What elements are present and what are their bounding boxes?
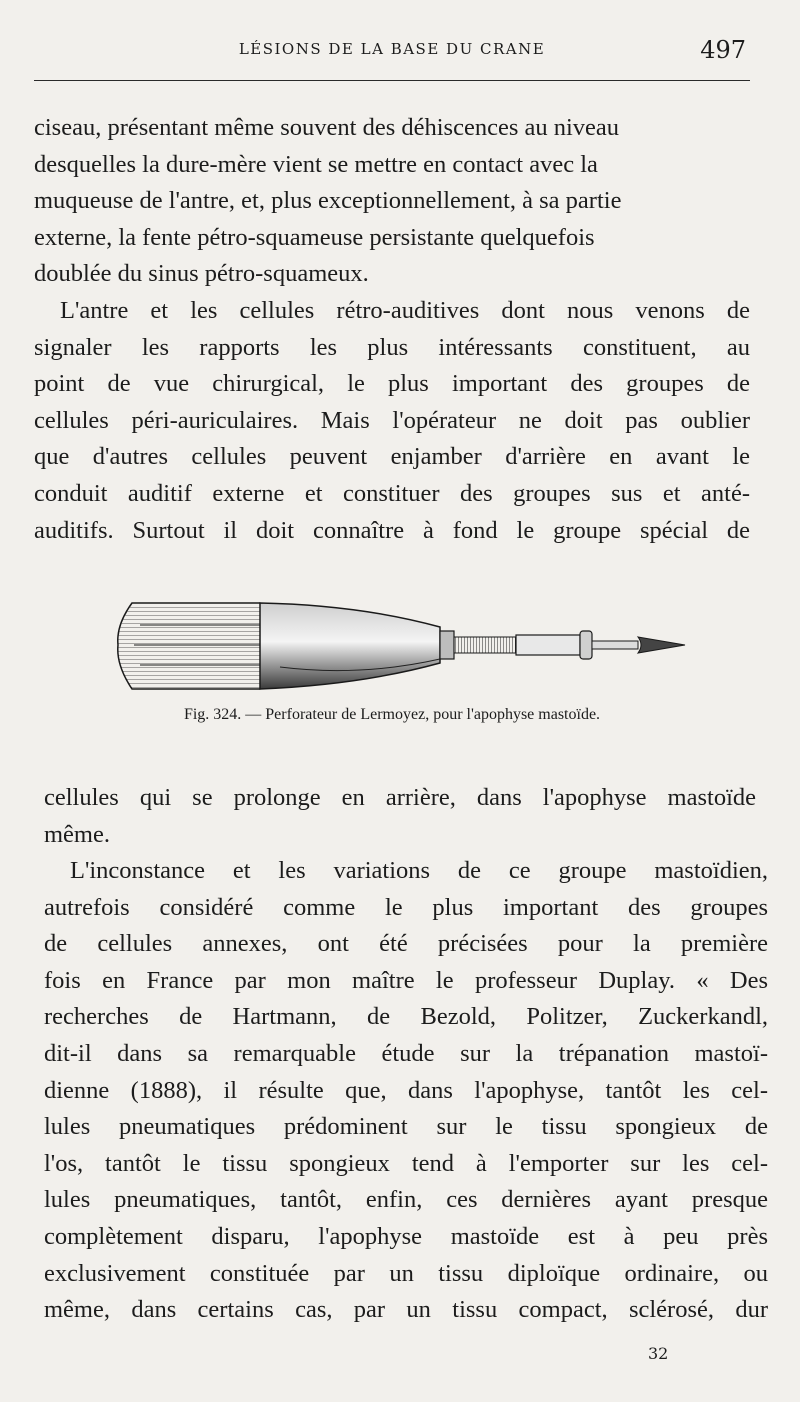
page-number: 497 [700,36,746,64]
text-line: dit-il dans sa remarquable étude sur la trépanation mastoï- [44,1039,768,1067]
text-line: cellules qui se prolonge en arrière, dans l'apophyse mastoïde [44,784,756,811]
text-line: signaler les rapports les plus intéressants constituent, au [34,333,750,361]
text-line: de cellules annexes, ont été précisées pour la première [44,930,768,958]
text-line: desquelles la dure-mère vient se mettre en contact avec la [34,150,598,178]
text-line: dienne (1888), il résulte que, dans l'apophyse, tantôt les cel- [44,1076,768,1104]
text-line: recherches de Hartmann, de Bezold, Politzer, Zuckerkandl, [44,1003,768,1031]
running-head [34,36,750,64]
paragraph-3 [44,780,756,853]
text-line: l'os, tantôt le tissu spongieux tend à l'emporter sur les cel- [44,1149,768,1177]
text-line: fois en France par mon maître le professeur Duplay. « Des [44,966,768,994]
text-line: doublée du sinus pétro-squameux. [34,260,369,288]
text-line: lules pneumatiques prédominent sur le tissu spongieux de [44,1113,768,1141]
figure-perforator [110,595,700,695]
paragraph-4 [44,853,768,1329]
text-line: même, dans certains cas, par un tissu compact, sclérosé, dur [44,1296,768,1324]
text-line: externe, la fente pétro-squameuse persistante quelquefois [34,223,595,251]
running-title: LÉSIONS DE LA BASE DU CRANE [238,40,546,58]
text-line: L'inconstance et les variations de ce groupe mastoïdien, [70,857,768,884]
text-line: lules pneumatiques, tantôt, enfin, ces dernières ayant presque [44,1186,768,1214]
text-line: ciseau, présentant même souvent des déhiscences au niveau [34,114,620,141]
text-line: exclusivement constituée par un tissu diploïque ordinaire, ou [44,1259,768,1287]
text-line: complètement disparu, l'apophyse mastoïde est à peu près [44,1222,768,1250]
paragraph-2 [34,293,750,549]
header-rule [34,80,750,81]
text-line: point de vue chirurgical, le plus important des groupes de [34,370,750,398]
figure-caption: Fig. 324. — Perforateur de Lermoyez, pour l'apophyse mastoïde. [183,706,601,723]
signature-mark: 32 [648,1344,669,1363]
text-line: conduit auditif externe et constituer des groupes sus et anté- [34,479,750,507]
text-line: que d'autres cellules peuvent enjamber d'arrière en avant le [34,443,750,471]
perforator-instrument-icon [110,595,700,695]
paragraph-1 [34,110,750,293]
text-line: auditifs. Surtout il doit connaître à fond le groupe spécial de [34,516,750,544]
text-line: L'antre et les cellules rétro-auditives dont nous venons de [60,297,750,324]
text-line: muqueuse de l'antre, et, plus exceptionnellement, à sa partie [34,187,622,215]
text-line: cellules péri-auriculaires. Mais l'opérateur ne doit pas oublier [34,406,750,434]
text-line: même. [44,820,110,848]
text-line: autrefois considéré comme le plus important des groupes [44,893,768,921]
